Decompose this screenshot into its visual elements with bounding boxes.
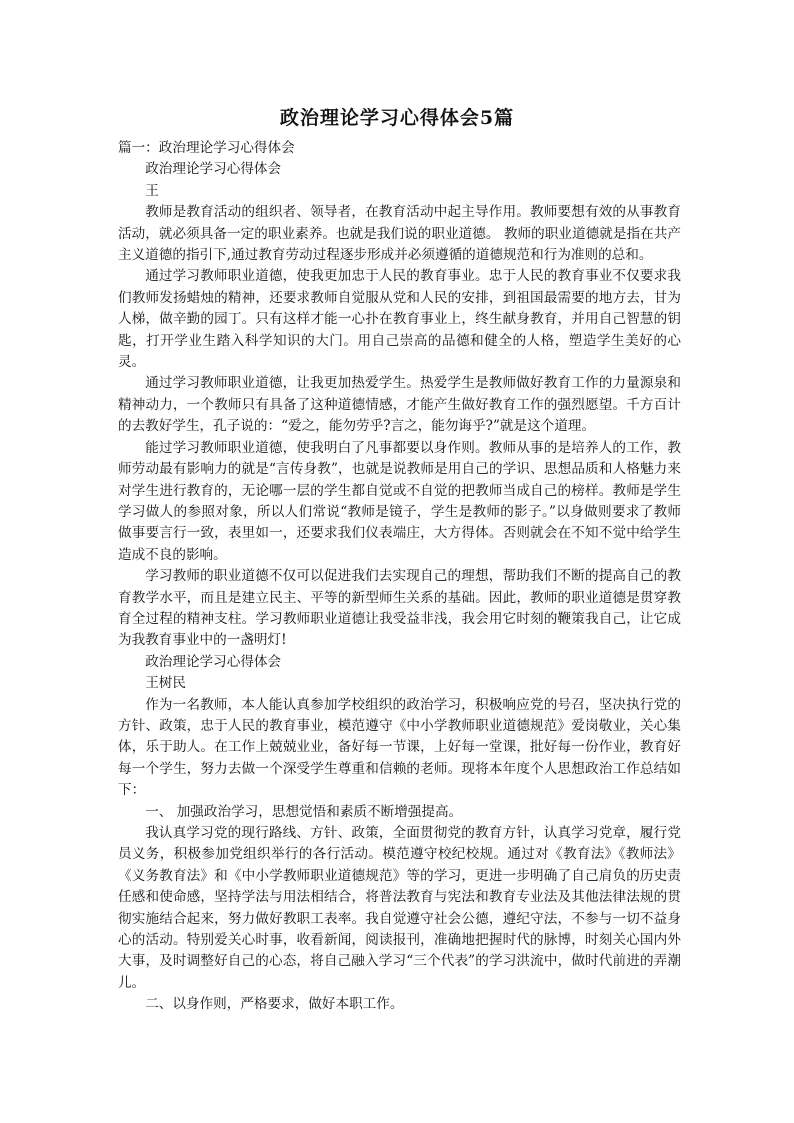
document-body: [118, 138, 681, 1016]
author-name: 王: [145, 182, 159, 199]
paragraph: 教师是教育活动的组织者、领导者，在教育活动中起主导作用。教师要想有效的从事教育活动，就必须具备一定的职业素养。也就是我们说的职业道德。 教师的职业道德就是指在共产主义道德的指引下,通过教育劳动过程逐步形成并必须遵循的道德规范和行为准则的总和。: [118, 204, 681, 264]
paragraph: 通过学习教师职业道德，使我更加忠于人民的教育事业。忠于人民的教育事业不仅要求我们教师发扬蜡烛的精神，还要求教师自觉服从党和人民的安排，到祖国最需要的地方去，甘为人梯，做辛勤的园丁。只有这样才能一心扑在教育事业上，终生献身教育，并用自己智慧的钥匙，打开学业生踏入科学知识的大门。用自己崇高的品德和健全的人格，塑造学生美好的心灵。: [118, 268, 681, 371]
section-subtitle: 政治理论学习心得体会: [145, 161, 282, 178]
paragraph: 我认真学习党的现行路线、方针、政策，全面贯彻党的教育方针，认真学习党章，履行党员义务，积极参加党组织举行的各行活动。模范遵守校纪校规。通过对《教育法》《教师法》《义务教育法》和《中小学教师职业道德规范》等的学习，更进一步明确了自己肩负的历史责任感和使命感，坚持学法与用法相结合，将普法教育与宪法和教育专业法及其他法律法规的贯彻实施结合起来，努力做好教职工表率。我自觉遵守社会公德，遵纪守法，不参与一切不益身心的活动。特别爱关心时事，收看新闻，阅读报刊，准确地把握时代的脉博，时刻关心国内外大事，及时调整好自己的心态，将自己融入学习“三个代表”的学习洪流中，做时代前进的弄潮儿。: [118, 825, 681, 991]
section-heading: 一、 加强政治学习，思想觉悟和素质不断增强提高。: [145, 803, 463, 820]
part-heading: 篇一：政治理论学习心得体会: [118, 140, 295, 156]
document-title: 政治理论学习心得体会5篇: [279, 107, 515, 129]
author-name: 王树民: [145, 675, 186, 692]
paragraph: 能过学习教师职业道德，使我明白了凡事都要以身作则。教师从事的是培养人的工作，教师劳动最有影响力的就是“言传身教”，也就是说教师是用自己的学识、思想品质和人格魅力来对学生进行教育的，无论哪一层的学生都自觉或不自觉的把教师当成自己的榜样。教师是学生学习做人的参照对象，所以人们常说“教师是镜子，学生是教师的影子。”以身做则要求了教师做事要言行一致，表里如一，还要求我们仪表端庄，大方得体。否则就会在不知不觉中给学生造成不良的影响。: [118, 439, 681, 563]
paragraph: 通过学习教师职业道德，让我更加热爱学生。热爱学生是教师做好教育工作的力量源泉和精神动力，一个教师只有具备了这种道德情感，才能产生做好教育工作的强烈愿望。千方百计的去教好学生，孔子说的：“爱之，能勿劳乎?言之，能勿诲乎?”就是这个道理。: [118, 375, 681, 435]
section-subtitle: 政治理论学习心得体会: [145, 653, 282, 670]
section-heading: 二、以身作则，严格要求，做好本职工作。: [145, 996, 404, 1013]
paragraph: 作为一名教师，本人能认真参加学校组织的政治学习，积极响应党的号召，坚决执行党的方针、政策，忠于人民的教育事业，模范遵守《中小学教师职业道德规范》爱岗敬业，关心集体，乐于助人。在工作上兢兢业业，备好每一节课，上好每一堂课，批好每一份作业，教育好每一个学生，努力去做一个深受学生尊重和信赖的老师。现将本年度个人思想政治工作总结如下：: [118, 696, 681, 799]
paragraph: 学习教师的职业道德不仅可以促进我们去实现自己的理想，帮助我们不断的提高自己的教育教学水平，而且是建立民主、平等的新型师生关系的基础。因此，教师的职业道德是贯穿教育全过程的精神支柱。学习教师职业道德让我受益非浅，我会用它时刻的鞭策我自己，让它成为我教育事业中的一盏明灯!: [118, 568, 681, 649]
